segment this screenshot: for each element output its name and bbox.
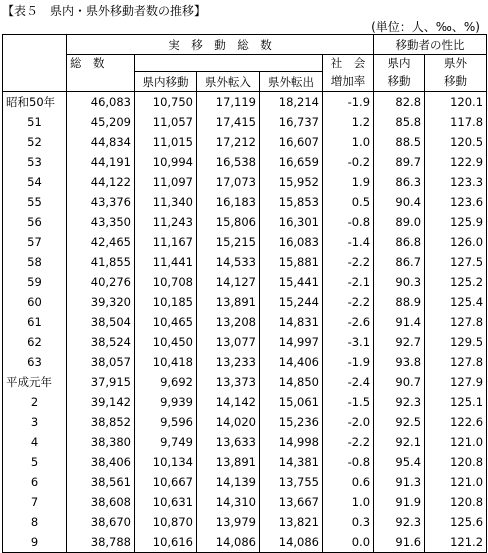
inter-ratio-cell: 127.9: [425, 372, 487, 392]
intra-ratio-cell: 88.5: [374, 132, 425, 152]
total-cell: 38,524: [67, 332, 135, 352]
total-cell: 43,350: [67, 212, 135, 232]
inter-ratio-cell: 123.3: [425, 172, 487, 192]
rate-cell: -2.2: [323, 252, 374, 272]
in-cell: 14,533: [197, 252, 260, 272]
out-cell: 14,850: [260, 372, 323, 392]
intra-ratio-cell: 89.7: [374, 152, 425, 172]
in-cell: 13,233: [197, 352, 260, 372]
table-row: [3, 392, 487, 412]
in-cell: 13,633: [197, 432, 260, 452]
table-body: [3, 92, 487, 553]
year-cell: 61: [3, 312, 67, 332]
out-cell: 14,381: [260, 452, 323, 472]
rate-cell: 1.0: [323, 132, 374, 152]
intra-cell: 10,994: [135, 152, 197, 172]
year-cell: 51: [3, 112, 67, 132]
year-cell: 52: [3, 132, 67, 152]
inter-ratio-cell: 120.8: [425, 492, 487, 512]
table-row: [3, 92, 487, 113]
in-cell: 13,891: [197, 292, 260, 312]
intra-ratio-cell: 85.8: [374, 112, 425, 132]
year-cell: 55: [3, 192, 67, 212]
intra-cell: 11,057: [135, 112, 197, 132]
empty-header-area: [135, 55, 323, 72]
inter-ratio-cell: 125.6: [425, 512, 487, 532]
table-row: [3, 272, 487, 292]
intra-ratio-cell: 89.0: [374, 212, 425, 232]
intra-cell: 10,616: [135, 532, 197, 553]
total-cell: 43,376: [67, 192, 135, 212]
out-migration-header: 県外転出: [260, 72, 323, 92]
year-cell: 4: [3, 432, 67, 452]
inter-ratio-cell: 120.8: [425, 452, 487, 472]
in-cell: 14,086: [197, 532, 260, 553]
total-cell: 44,834: [67, 132, 135, 152]
rate-cell: -2.2: [323, 292, 374, 312]
out-cell: 13,821: [260, 512, 323, 532]
out-cell: 13,667: [260, 492, 323, 512]
table-row: [3, 292, 487, 312]
intra-ratio-cell: 93.8: [374, 352, 425, 372]
out-cell: 13,755: [260, 472, 323, 492]
inter-ratio-cell: 127.5: [425, 252, 487, 272]
intra-cell: 10,418: [135, 352, 197, 372]
in-cell: 17,212: [197, 132, 260, 152]
in-cell: 13,077: [197, 332, 260, 352]
inter-ratio-cell: 126.0: [425, 232, 487, 252]
inter-header-2: 移動: [425, 72, 487, 92]
in-migration-header: 県外転入: [197, 72, 260, 92]
out-cell: 14,997: [260, 332, 323, 352]
table-row: [3, 372, 487, 392]
in-cell: 17,073: [197, 172, 260, 192]
intra-cell: 9,596: [135, 412, 197, 432]
rate-cell: -0.2: [323, 152, 374, 172]
year-cell: 63: [3, 352, 67, 372]
intra-ratio-cell: 90.4: [374, 192, 425, 212]
rate-cell: -1.9: [323, 92, 374, 113]
inter-header-1: 県外: [425, 55, 487, 72]
out-cell: 18,214: [260, 92, 323, 113]
table-row: [3, 412, 487, 432]
intra-cell: 11,167: [135, 232, 197, 252]
total-cell: 38,670: [67, 512, 135, 532]
in-cell: 13,373: [197, 372, 260, 392]
intra-cell: 9,749: [135, 432, 197, 452]
social-rate-header-1: 社 会: [323, 55, 374, 72]
inter-ratio-cell: 120.1: [425, 92, 487, 113]
intra-ratio-cell: 91.6: [374, 532, 425, 553]
rate-cell: 0.3: [323, 512, 374, 532]
intra-ratio-cell: 95.4: [374, 452, 425, 472]
intra-cell: 11,441: [135, 252, 197, 272]
in-cell: 14,127: [197, 272, 260, 292]
inter-ratio-cell: 121.2: [425, 532, 487, 553]
intra-ratio-cell: 92.3: [374, 512, 425, 532]
inter-ratio-cell: 122.6: [425, 412, 487, 432]
year-cell: 6: [3, 472, 67, 492]
unit-note: (単位：人、‰、%): [371, 20, 480, 34]
inter-ratio-cell: 121.0: [425, 472, 487, 492]
total-cell: 38,406: [67, 452, 135, 472]
total-cell: 37,915: [67, 372, 135, 392]
in-cell: 14,020: [197, 412, 260, 432]
total-cell: 40,276: [67, 272, 135, 292]
intra-ratio-cell: 88.9: [374, 292, 425, 312]
total-cell: 38,788: [67, 532, 135, 553]
sex-ratio-header: 移動者の性比: [374, 35, 487, 55]
rate-cell: 0.6: [323, 472, 374, 492]
intra-cell: 10,134: [135, 452, 197, 472]
table-row: [3, 172, 487, 192]
table-title: 【表５ 県内・県外移動者数の推移】: [2, 4, 207, 18]
intra-header-2: 移動: [374, 72, 425, 92]
intra-ratio-cell: 91.3: [374, 472, 425, 492]
intra-cell: 11,015: [135, 132, 197, 152]
rate-cell: 0.5: [323, 192, 374, 212]
out-cell: 15,061: [260, 392, 323, 412]
inter-ratio-cell: 122.9: [425, 152, 487, 172]
intra-cell: 10,465: [135, 312, 197, 332]
inter-ratio-cell: 127.8: [425, 312, 487, 332]
intra-ratio-cell: 92.5: [374, 412, 425, 432]
migration-table: [2, 34, 487, 553]
intra-cell: 10,708: [135, 272, 197, 292]
intra-ratio-cell: 92.7: [374, 332, 425, 352]
intra-ratio-cell: 91.4: [374, 312, 425, 332]
total-cell: 39,142: [67, 392, 135, 412]
intra-ratio-cell: 86.8: [374, 232, 425, 252]
total-header: 総 数: [67, 55, 135, 72]
in-cell: 13,208: [197, 312, 260, 332]
total-cell: 41,855: [67, 252, 135, 272]
intra-ratio-cell: 92.3: [374, 392, 425, 412]
year-cell: 2: [3, 392, 67, 412]
total-header-blank: [67, 72, 135, 92]
out-cell: 16,737: [260, 112, 323, 132]
total-cell: 38,504: [67, 312, 135, 332]
in-cell: 15,806: [197, 212, 260, 232]
out-cell: 15,244: [260, 292, 323, 312]
out-cell: 15,881: [260, 252, 323, 272]
inter-ratio-cell: 121.0: [425, 432, 487, 452]
intra-cell: 10,185: [135, 292, 197, 312]
rate-cell: 1.9: [323, 172, 374, 192]
social-rate-header-2: 増加率: [323, 72, 374, 92]
table-row: [3, 152, 487, 172]
out-cell: 15,441: [260, 272, 323, 292]
total-cell: 42,465: [67, 232, 135, 252]
inter-ratio-cell: 125.2: [425, 272, 487, 292]
year-cell: 59: [3, 272, 67, 292]
total-cell: 38,852: [67, 412, 135, 432]
year-cell: 5: [3, 452, 67, 472]
out-cell: 14,831: [260, 312, 323, 332]
inter-ratio-cell: 127.8: [425, 352, 487, 372]
intra-move-header: 県内移動: [135, 72, 197, 92]
intra-cell: 11,243: [135, 212, 197, 232]
inter-ratio-cell: 120.5: [425, 132, 487, 152]
year-cell: 3: [3, 412, 67, 432]
total-cell: 38,057: [67, 352, 135, 372]
rate-cell: 0.0: [323, 532, 374, 553]
table-row: [3, 492, 487, 512]
jitsu-idou-header: 実 移 動 総 数: [67, 35, 374, 55]
rate-cell: -3.1: [323, 332, 374, 352]
out-cell: 14,086: [260, 532, 323, 553]
rate-cell: -2.1: [323, 272, 374, 292]
out-cell: 15,853: [260, 192, 323, 212]
total-cell: 44,191: [67, 152, 135, 172]
rate-cell: -2.0: [323, 412, 374, 432]
intra-cell: 9,692: [135, 372, 197, 392]
intra-ratio-cell: 90.7: [374, 372, 425, 392]
out-cell: 16,607: [260, 132, 323, 152]
rate-cell: -2.2: [323, 432, 374, 452]
in-cell: 16,183: [197, 192, 260, 212]
year-cell: 7: [3, 492, 67, 512]
total-cell: 38,608: [67, 492, 135, 512]
in-cell: 17,415: [197, 112, 260, 132]
total-cell: 45,209: [67, 112, 135, 132]
rate-cell: -0.8: [323, 452, 374, 472]
out-cell: 15,236: [260, 412, 323, 432]
intra-ratio-cell: 86.7: [374, 252, 425, 272]
rate-cell: -2.6: [323, 312, 374, 332]
in-cell: 16,538: [197, 152, 260, 172]
intra-cell: 10,667: [135, 472, 197, 492]
total-cell: 38,380: [67, 432, 135, 452]
out-cell: 16,301: [260, 212, 323, 232]
rate-cell: 1.2: [323, 112, 374, 132]
in-cell: 13,979: [197, 512, 260, 532]
intra-cell: 11,097: [135, 172, 197, 192]
total-cell: 39,320: [67, 292, 135, 312]
inter-ratio-cell: 125.4: [425, 292, 487, 312]
inter-ratio-cell: 125.1: [425, 392, 487, 412]
year-header-cell: [3, 35, 67, 92]
out-cell: 15,952: [260, 172, 323, 192]
table-row: [3, 452, 487, 472]
intra-cell: 10,450: [135, 332, 197, 352]
total-cell: 44,122: [67, 172, 135, 192]
total-cell: 46,083: [67, 92, 135, 113]
year-cell: 56: [3, 212, 67, 232]
rate-cell: -1.9: [323, 352, 374, 372]
table-row: [3, 472, 487, 492]
table-row: [3, 512, 487, 532]
out-cell: 14,406: [260, 352, 323, 372]
intra-ratio-cell: 82.8: [374, 92, 425, 113]
year-cell: 9: [3, 532, 67, 553]
in-cell: 17,119: [197, 92, 260, 113]
rate-cell: 1.0: [323, 492, 374, 512]
table-row: [3, 252, 487, 272]
intra-ratio-cell: 92.1: [374, 432, 425, 452]
inter-ratio-cell: 125.9: [425, 212, 487, 232]
table-row: [3, 432, 487, 452]
table-row: [3, 212, 487, 232]
year-cell: 昭和50年: [3, 92, 67, 113]
intra-cell: 10,631: [135, 492, 197, 512]
inter-ratio-cell: 123.6: [425, 192, 487, 212]
rate-cell: -1.4: [323, 232, 374, 252]
table-row: [3, 232, 487, 252]
intra-header-1: 県内: [374, 55, 425, 72]
total-cell: 38,561: [67, 472, 135, 492]
table-row: [3, 352, 487, 372]
intra-ratio-cell: 91.9: [374, 492, 425, 512]
inter-ratio-cell: 117.8: [425, 112, 487, 132]
intra-cell: 10,870: [135, 512, 197, 532]
rate-cell: -1.5: [323, 392, 374, 412]
in-cell: 14,139: [197, 472, 260, 492]
year-cell: 57: [3, 232, 67, 252]
year-cell: 60: [3, 292, 67, 312]
year-cell: 62: [3, 332, 67, 352]
year-cell: 8: [3, 512, 67, 532]
inter-ratio-cell: 129.5: [425, 332, 487, 352]
rate-cell: -2.4: [323, 372, 374, 392]
year-cell: 54: [3, 172, 67, 192]
year-cell: 58: [3, 252, 67, 272]
in-cell: 13,891: [197, 452, 260, 472]
intra-ratio-cell: 86.3: [374, 172, 425, 192]
out-cell: 16,659: [260, 152, 323, 172]
out-cell: 16,083: [260, 232, 323, 252]
table-row: [3, 112, 487, 132]
rate-cell: -0.8: [323, 212, 374, 232]
table-row: [3, 312, 487, 332]
table-row: [3, 192, 487, 212]
in-cell: 14,142: [197, 392, 260, 412]
intra-cell: 9,939: [135, 392, 197, 412]
intra-cell: 10,750: [135, 92, 197, 113]
intra-ratio-cell: 90.3: [374, 272, 425, 292]
table-row: [3, 332, 487, 352]
in-cell: 15,215: [197, 232, 260, 252]
intra-cell: 11,340: [135, 192, 197, 212]
table-row: [3, 132, 487, 152]
out-cell: 14,998: [260, 432, 323, 452]
year-cell: 53: [3, 152, 67, 172]
in-cell: 14,310: [197, 492, 260, 512]
table-row: [3, 532, 487, 553]
year-cell: 平成元年: [3, 372, 67, 392]
